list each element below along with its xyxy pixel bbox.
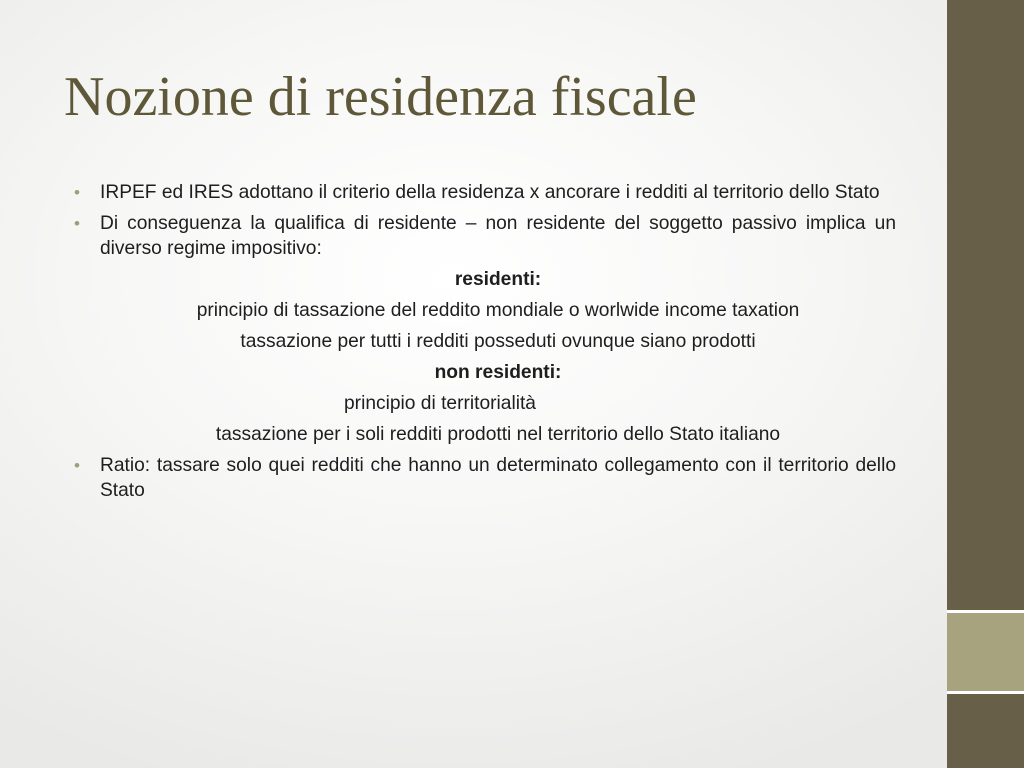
decorative-side-bar	[947, 0, 1024, 768]
slide-content	[74, 180, 896, 509]
bullet-item	[74, 211, 896, 261]
side-bar-divider	[947, 691, 1024, 694]
residenti-line-1: principio di tassazione del reddito mondiale o worlwide income taxation	[196, 300, 800, 321]
bullet-text: IRPEF ed IRES adottano il criterio della residenza x ancorare i redditi al territorio dello Stato	[100, 182, 880, 203]
residenti-heading: residenti:	[454, 269, 542, 290]
bullet-dot-icon: •	[74, 214, 80, 233]
slide-title: Nozione di residenza fiscale	[64, 66, 697, 128]
bullet-item	[74, 453, 896, 503]
bullet-text: Ratio: tassare solo quei redditi che hanno un determinato collegamento con il territorio dello Stato	[100, 455, 896, 501]
bullet-item	[74, 180, 896, 205]
non-residenti-line-1: principio di territorialità	[344, 393, 536, 414]
bullet-text: Di conseguenza la qualifica di residente – non residente del soggetto passivo implica un diverso regime impositivo:	[100, 213, 896, 259]
non-residenti-line-2: tassazione per i soli redditi prodotti nel territorio dello Stato italiano	[215, 424, 781, 445]
side-bar-accent-block	[947, 613, 1024, 691]
bullet-dot-icon: •	[74, 183, 80, 202]
residenti-line-2: tassazione per tutti i redditi posseduti ovunque siano prodotti	[240, 331, 756, 352]
bullet-dot-icon: •	[74, 456, 80, 475]
non-residenti-heading: non residenti:	[434, 362, 562, 383]
